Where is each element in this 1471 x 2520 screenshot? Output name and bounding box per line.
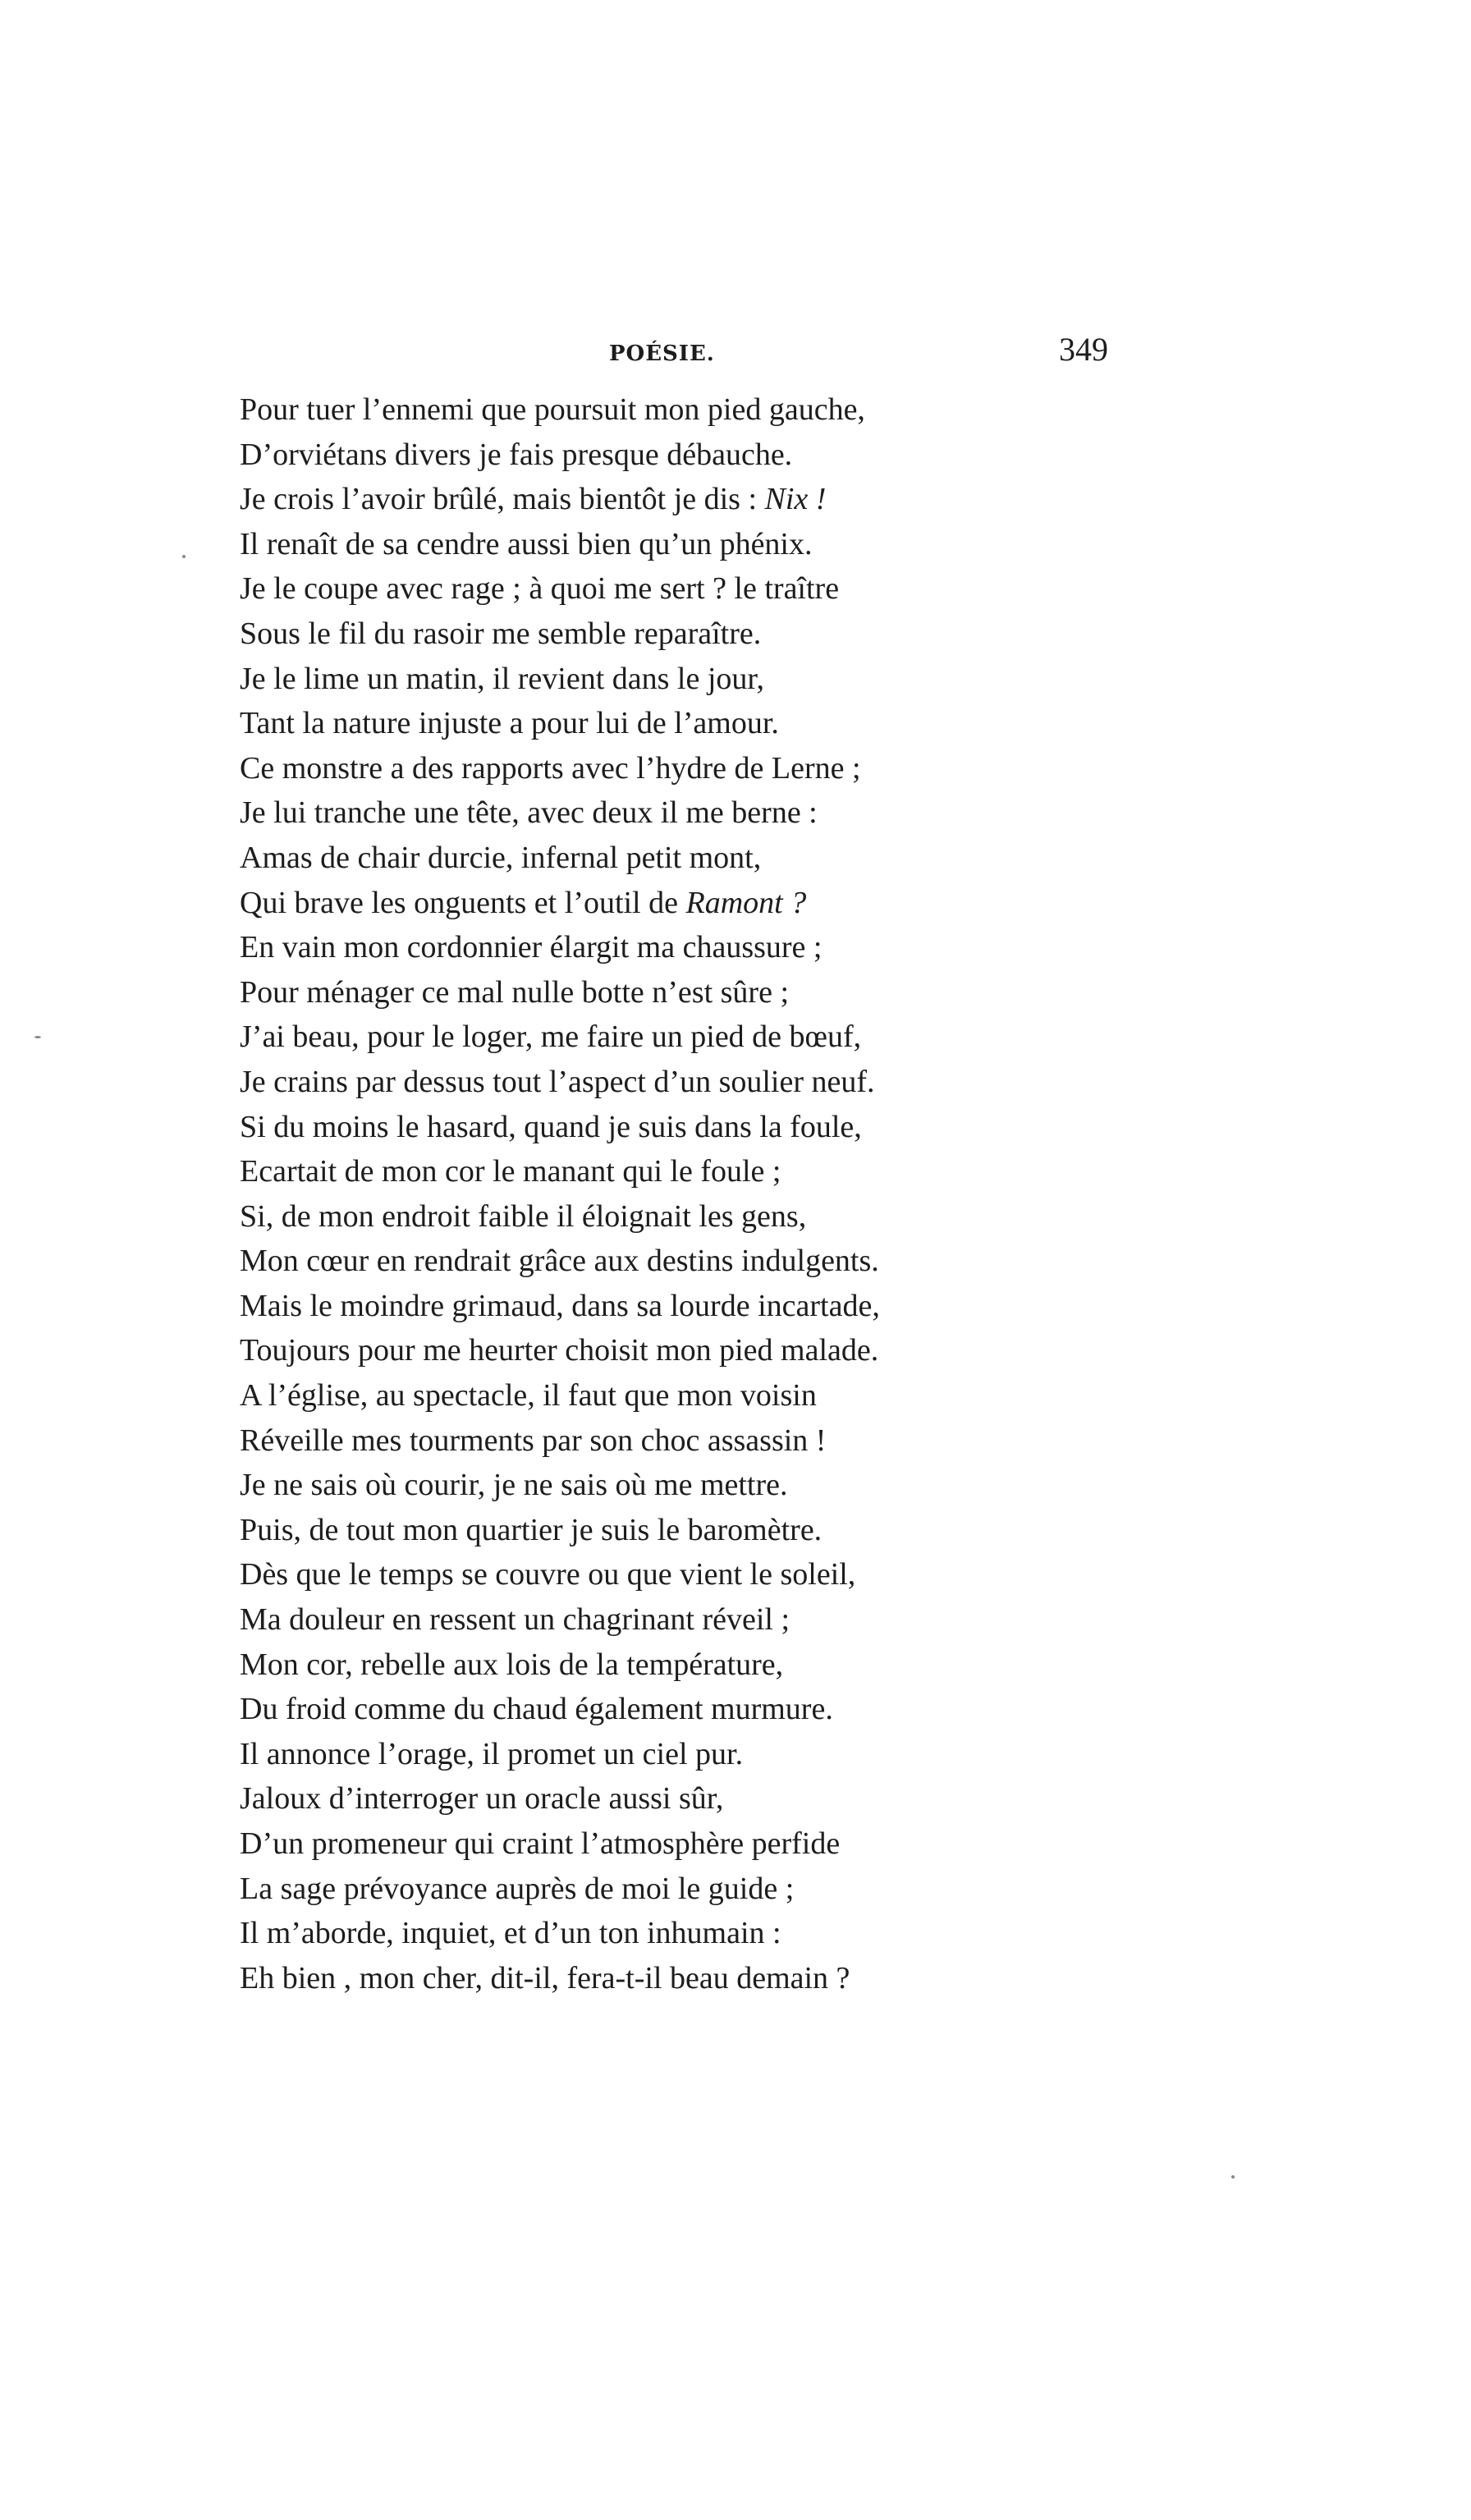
line-text: Je ne sais où courir, je ne sais où me mettre. xyxy=(240,1468,788,1503)
poem-line xyxy=(240,881,1061,926)
poem-line xyxy=(240,1643,1061,1688)
poem-line xyxy=(240,1463,1061,1508)
line-text: Mon cor, rebelle aux lois de la température, xyxy=(240,1647,784,1682)
poem-line xyxy=(240,522,1061,567)
line-text: Je crains par dessus tout l’aspect d’un soulier neuf. xyxy=(240,1064,875,1099)
line-text: Toujours pour me heurter choisit mon pied malade. xyxy=(240,1333,879,1368)
poem-line xyxy=(240,612,1061,657)
poem-line xyxy=(240,1105,1061,1150)
line-text: La sage prévoyance auprès de moi le guide ; xyxy=(240,1871,795,1906)
poem-text xyxy=(240,387,1061,2000)
line-text: Sous le fil du rasoir me semble reparaître. xyxy=(240,616,762,651)
line-text: Pour ménager ce mal nulle botte n’est sûre ; xyxy=(240,974,790,1010)
line-italic-text: Ramont ? xyxy=(685,885,807,920)
poem-line xyxy=(240,701,1061,746)
line-text: J’ai beau, pour le loger, me faire un pied de bœuf, xyxy=(240,1019,862,1055)
line-text: Amas de chair durcie, infernal petit mont, xyxy=(240,840,762,875)
poem-line xyxy=(240,746,1061,791)
print-speck xyxy=(34,1036,41,1038)
poem-line xyxy=(240,970,1061,1015)
line-text: Du froid comme du chaud également murmure. xyxy=(240,1692,833,1727)
poem-line xyxy=(240,387,1061,433)
poem-line xyxy=(240,1194,1061,1239)
line-text: En vain mon cordonnier élargit ma chaussure ; xyxy=(240,930,823,965)
poem-line xyxy=(240,1732,1061,1777)
poem-line xyxy=(240,1776,1061,1821)
line-text: Dès que le temps se couvre ou que vient le soleil, xyxy=(240,1557,856,1592)
poem-line xyxy=(240,433,1061,478)
line-text: Il renaît de sa cendre aussi bien qu’un phénix. xyxy=(240,526,813,561)
poem-line xyxy=(240,1060,1061,1105)
poem-line xyxy=(240,1373,1061,1418)
line-text: Si, de mon endroit faible il éloignait les gens, xyxy=(240,1198,807,1234)
poem-line xyxy=(240,1418,1061,1464)
line-text: Mais le moindre grimaud, dans sa lourde incartade, xyxy=(240,1288,880,1323)
poem-line xyxy=(240,1687,1061,1732)
poem-line xyxy=(240,1015,1061,1060)
poem-line xyxy=(240,1508,1061,1553)
poem-line xyxy=(240,836,1061,881)
line-text: D’orviétans divers je fais presque débauche. xyxy=(240,437,793,472)
poem-line xyxy=(240,1911,1061,1956)
line-text: Eh bien , mon cher, dit-il, fera-t-il beau demain ? xyxy=(240,1960,850,1995)
poem-line xyxy=(240,1149,1061,1194)
line-text: Jaloux d’interroger un oracle aussi sûr, xyxy=(240,1781,724,1817)
line-text: Ecartait de mon cor le manant qui le foule ; xyxy=(240,1154,781,1189)
line-text: Il m’aborde, inquiet, et d’un ton inhumain : xyxy=(240,1916,781,1951)
line-text: Si du moins le hasard, quand je suis dans la foule, xyxy=(240,1109,862,1144)
line-text: Pour tuer l’ennemi que poursuit mon pied gauche, xyxy=(240,392,865,427)
line-text: Réveille mes tourments par son choc assassin ! xyxy=(240,1423,827,1458)
print-speck xyxy=(182,555,186,558)
poem-line xyxy=(240,477,1061,522)
print-speck xyxy=(1231,2175,1235,2179)
line-text: Puis, de tout mon quartier je suis le baromètre. xyxy=(240,1512,823,1547)
line-text: Je le lime un matin, il revient dans le jour, xyxy=(240,661,765,696)
line-text: Tant la nature injuste a pour lui de l’amour. xyxy=(240,706,779,741)
line-text: Je le coupe avec rage ; à quoi me sert ? le traître xyxy=(240,571,840,607)
line-text: Ma douleur en ressent un chagrinant réveil ; xyxy=(240,1602,790,1638)
line-text: Qui brave les onguents et l’outil de xyxy=(240,885,686,920)
poem-line xyxy=(240,1821,1061,1867)
line-text: Je lui tranche une tête, avec deux il me berne : xyxy=(240,795,818,831)
line-text: Ce monstre a des rapports avec l’hydre de Lerne ; xyxy=(240,750,861,786)
line-text: Mon cœur en rendrait grâce aux destins indulgents. xyxy=(240,1244,879,1279)
poem-line xyxy=(240,566,1061,612)
line-italic-text: Nix ! xyxy=(764,482,827,517)
poem-line xyxy=(240,925,1061,970)
poem-line xyxy=(240,1284,1061,1329)
line-text: Il annonce l’orage, il promet un ciel pur. xyxy=(240,1736,744,1771)
poem-line xyxy=(240,1552,1061,1597)
page-number: 349 xyxy=(1059,331,1108,368)
poem-line xyxy=(240,1239,1061,1284)
poem-line xyxy=(240,1328,1061,1373)
line-text: D’un promeneur qui craint l’atmosphère perfide xyxy=(240,1826,841,1861)
line-text: A l’église, au spectacle, il faut que mon voisin xyxy=(240,1378,817,1413)
poem-line xyxy=(240,1867,1061,1912)
poem-line xyxy=(240,1956,1061,2001)
running-title: POÉSIE. xyxy=(609,341,715,366)
poem-line xyxy=(240,1597,1061,1643)
poem-line xyxy=(240,790,1061,836)
poem-line xyxy=(240,657,1061,702)
line-text: Je crois l’avoir brûlé, mais bientôt je dis : xyxy=(240,482,765,517)
